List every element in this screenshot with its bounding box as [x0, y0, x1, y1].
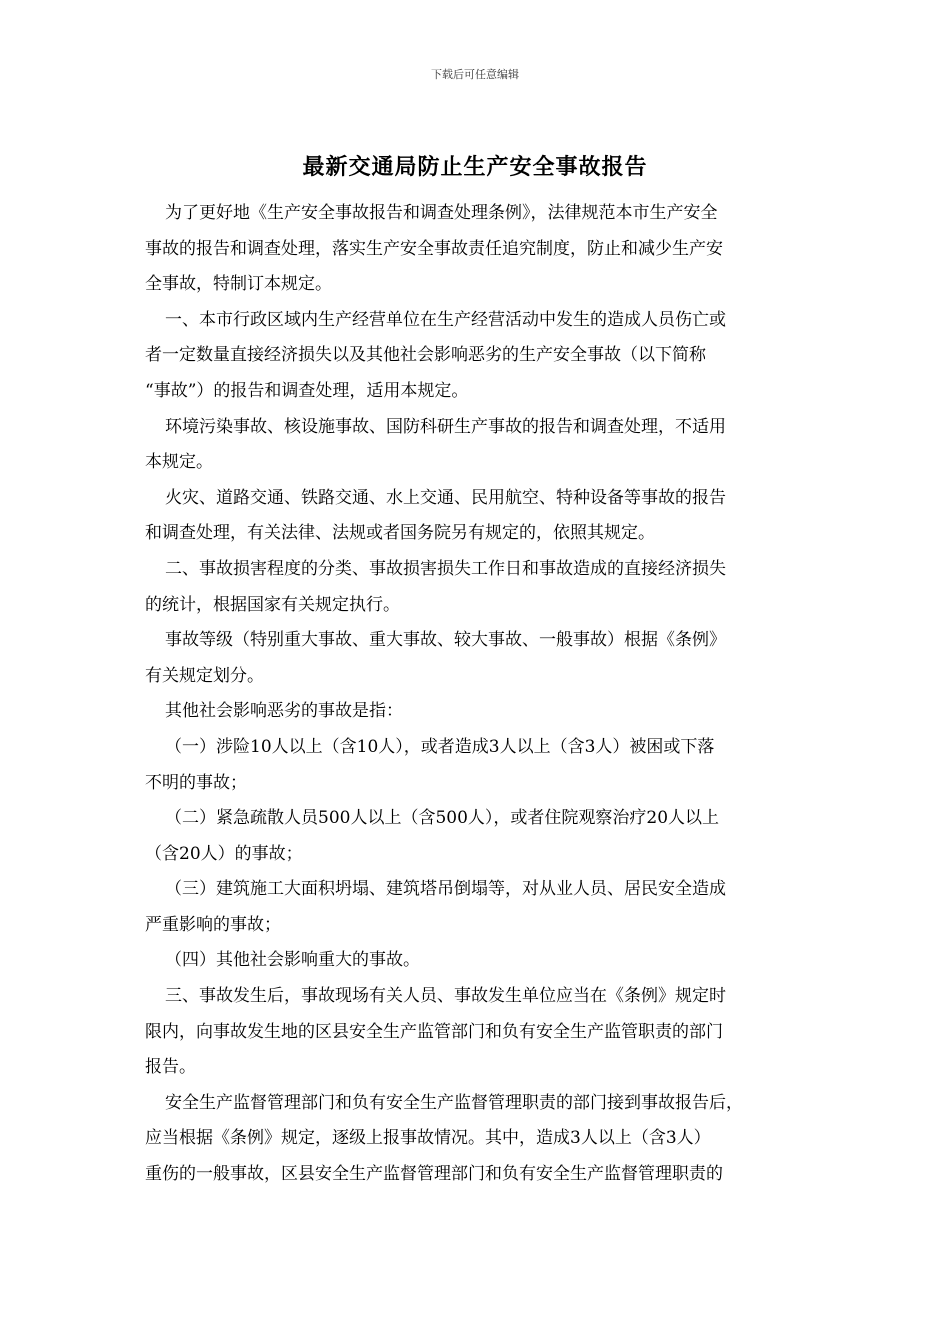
paragraph-line: 有关规定划分。: [145, 665, 264, 686]
paragraph-line: 为了更好地《生产安全事故报告和调查处理条例》，法律规范本市生产安全: [165, 203, 718, 223]
paragraph-line: （四）其他社会影响重大的事故。: [165, 950, 420, 971]
paragraph-line: 事故的报告和调查处理，落实生产安全事故责任追究制度，防止和减少生产安: [145, 238, 723, 259]
paragraph-line: 的统计，根据国家有关规定执行。: [145, 594, 400, 615]
paragraph-line: 和调查处理，有关法律、法规或者国务院另有规定的，依照其规定。: [145, 523, 655, 544]
paragraph-line: 不明的事故；: [145, 772, 247, 793]
paragraph-line: 事故等级（特别重大事故、重大事故、较大事故、一般事故）根据《条例》: [165, 630, 726, 651]
paragraph-line: （二）紧急疏散人员500人以上（含500人），或者住院观察治疗20人以上: [165, 808, 720, 829]
paragraph-line: 其他社会影响恶劣的事故是指：: [165, 701, 403, 722]
paragraph-line: （三）建筑施工大面积坍塌、建筑塔吊倒塌等，对从业人员、居民安全造成: [165, 879, 726, 900]
paragraph-line: 本规定。: [145, 452, 213, 473]
paragraph-line: 报告。: [145, 1057, 196, 1078]
page-header-note: 下载后可任意编辑: [431, 68, 519, 81]
document-body: [145, 196, 809, 1193]
document-title: 最新交通局防止生产安全事故报告: [302, 154, 648, 180]
paragraph-line: 三、事故发生后，事故现场有关人员、事故发生单位应当在《条例》规定时: [165, 986, 726, 1007]
paragraph-line: 二、事故损害程度的分类、事故损害损失工作日和事故造成的直接经济损失: [165, 558, 726, 579]
paragraph-line: 应当根据《条例》规定，逐级上报事故情况。其中，造成3人以上（含3人）: [145, 1128, 711, 1149]
paragraph-line: 环境污染事故、核设施事故、国防科研生产事故的报告和调查处理，不适用: [165, 416, 726, 437]
paragraph-line: 火灾、道路交通、铁路交通、水上交通、民用航空、特种设备等事故的报告: [165, 487, 726, 508]
paragraph-line: （含20人）的事故；: [145, 843, 303, 864]
paragraph-line: “事故”）的报告和调查处理，适用本规定。: [145, 380, 469, 401]
paragraph-line: 者一定数量直接经济损失以及其他社会影响恶劣的生产安全事故（以下简称: [145, 345, 706, 366]
paragraph-line: 一、本市行政区域内生产经营单位在生产经营活动中发生的造成人员伤亡或: [165, 309, 726, 330]
paragraph-line: 全事故，特制订本规定。: [145, 274, 332, 295]
paragraph-line: 严重影响的事故；: [145, 914, 281, 935]
paragraph-line: （一）涉险10人以上（含10人），或者造成3人以上（含3人）被困或下落: [165, 736, 715, 757]
paragraph-line: 重伤的一般事故，区县安全生产监督管理部门和负有安全生产监督管理职责的: [145, 1164, 723, 1185]
paragraph-line: 安全生产监督管理部门和负有安全生产监督管理职责的部门接到事故报告后，: [165, 1092, 743, 1113]
paragraph-line: 限内，向事故发生地的区县安全生产监管部门和负有安全生产监管职责的部门: [145, 1021, 723, 1042]
